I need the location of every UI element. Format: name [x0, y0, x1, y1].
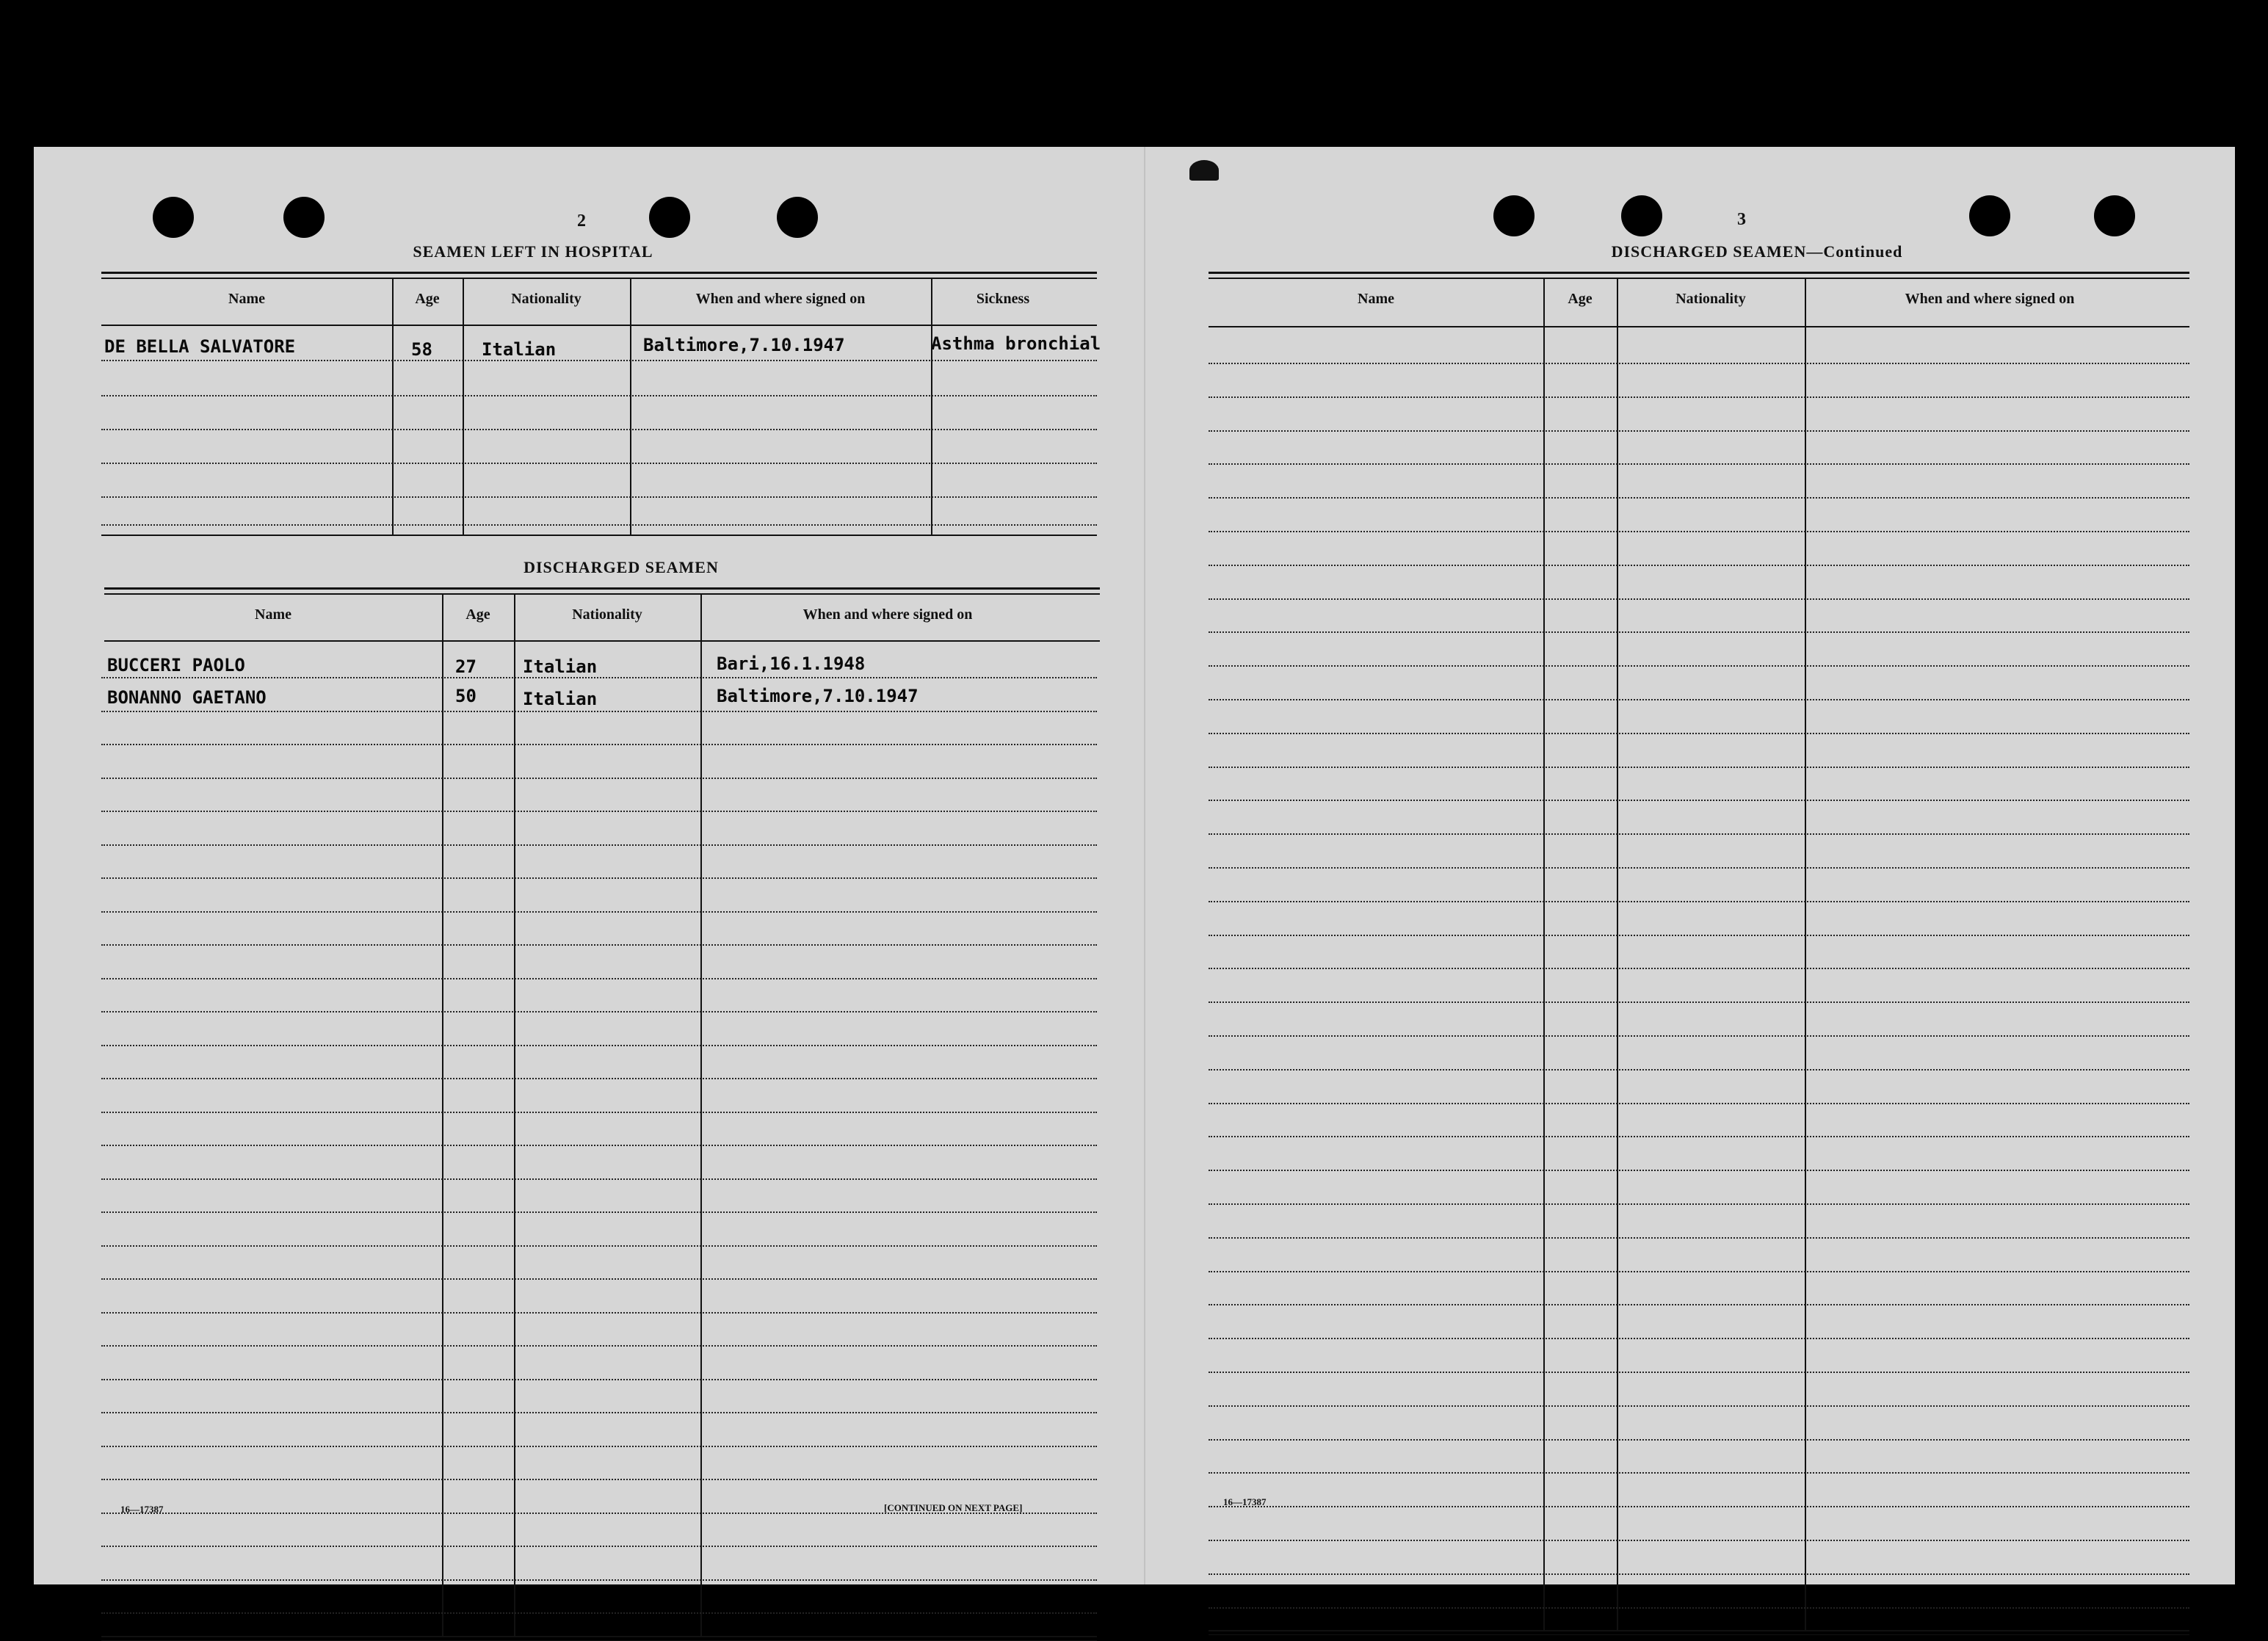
ruled-line — [1209, 565, 2189, 566]
table-top-rule — [101, 272, 1097, 274]
table-top-rule — [1209, 278, 2189, 279]
header-bottom-rule — [104, 640, 1100, 642]
ruled-line — [101, 911, 1097, 913]
header-bottom-rule — [1209, 326, 2189, 327]
ruled-line — [101, 1078, 1097, 1079]
ruled-line — [101, 978, 1097, 979]
col-header-name: Name — [228, 291, 265, 307]
col-header-nationality: Nationality — [572, 606, 642, 623]
ruled-line — [101, 1345, 1097, 1347]
ruled-line — [1209, 1540, 2189, 1541]
ruled-line — [1209, 1439, 2189, 1441]
ruled-line — [101, 1312, 1097, 1314]
left-page — [34, 147, 1144, 1584]
header-bottom-rule — [101, 325, 1097, 326]
table-bottom-rule — [101, 1636, 1097, 1637]
ruled-line — [1209, 1506, 2189, 1507]
ruled-line — [1209, 1304, 2189, 1305]
punch-hole — [1621, 195, 1662, 236]
ruled-line — [1209, 1001, 2189, 1003]
hospital-signed-on: Baltimore,7.10.1947 — [643, 335, 845, 355]
table-top-rule — [104, 593, 1100, 595]
ruled-line — [101, 1245, 1097, 1247]
ruled-line — [1209, 1338, 2189, 1339]
ruled-line — [1209, 867, 2189, 869]
ruled-line — [101, 1379, 1097, 1380]
col-header-age: Age — [415, 291, 440, 307]
discharged-age: 50 — [455, 686, 477, 706]
hospital-nationality: Italian — [482, 339, 557, 360]
table-bottom-rule — [101, 535, 1097, 536]
ruled-line — [1209, 1372, 2189, 1373]
discharged-name: BUCCERI PAOLO — [107, 655, 245, 675]
ruled-line — [1209, 396, 2189, 398]
ruled-line — [1209, 1203, 2189, 1205]
ruled-line — [101, 360, 1097, 361]
col-header-name: Name — [1358, 291, 1394, 307]
ruled-line — [101, 1479, 1097, 1480]
ruled-line — [1209, 598, 2189, 600]
punch-hole — [649, 197, 690, 238]
ruled-line — [101, 524, 1097, 526]
ruled-line — [1209, 1271, 2189, 1272]
punch-hole — [1493, 195, 1535, 236]
ruled-line — [1209, 1573, 2189, 1575]
discharged-nationality: Italian — [523, 656, 598, 677]
ruled-line — [101, 1546, 1097, 1547]
document-sheet — [34, 147, 2235, 1584]
ruled-line — [101, 711, 1097, 712]
ruled-line — [101, 778, 1097, 779]
ruled-line — [101, 744, 1097, 745]
ruled-line — [1209, 1035, 2189, 1037]
ruled-line — [1209, 1170, 2189, 1171]
form-number: 16—17387 — [120, 1504, 164, 1515]
form-number: 16—17387 — [1223, 1496, 1267, 1507]
discharged-age: 27 — [455, 656, 477, 677]
discharged-signed-on: Baltimore,7.10.1947 — [717, 686, 919, 706]
ruled-line — [101, 811, 1097, 812]
ruled-line — [1209, 767, 2189, 768]
punch-hole — [777, 197, 818, 238]
table-top-rule — [101, 278, 1097, 279]
discharged-name: BONANNO GAETANO — [107, 687, 267, 708]
col-header-signed-on: When and where signed on — [803, 606, 973, 623]
ruled-line — [1209, 1405, 2189, 1407]
ruled-line — [1209, 1136, 2189, 1137]
ruled-line — [1209, 1069, 2189, 1071]
ruled-line — [1209, 901, 2189, 902]
column-divider — [514, 595, 515, 1637]
hospital-section-title: SEAMEN LEFT IN HOSPITAL — [413, 242, 653, 261]
ruled-line — [101, 877, 1097, 879]
ruled-line — [1209, 833, 2189, 835]
ruled-line — [1209, 699, 2189, 700]
ruled-line — [1209, 1607, 2189, 1609]
col-header-signed-on: When and where signed on — [1905, 291, 2075, 307]
punch-hole — [2094, 195, 2135, 236]
col-header-name: Name — [255, 606, 291, 623]
ruled-line — [1209, 497, 2189, 499]
table-bottom-rule — [1209, 1634, 2189, 1635]
col-header-nationality: Nationality — [511, 291, 582, 307]
col-header-nationality: Nationality — [1675, 291, 1746, 307]
ruled-line — [1209, 1472, 2189, 1474]
ruled-line — [101, 429, 1097, 430]
table-top-rule — [104, 587, 1100, 590]
column-divider — [1543, 279, 1545, 1631]
hospital-name: DE BELLA SALVATORE — [104, 336, 296, 357]
col-header-age: Age — [465, 606, 490, 623]
ruled-line — [101, 844, 1097, 846]
ruled-line — [1209, 430, 2189, 432]
ruled-line — [1209, 631, 2189, 633]
col-header-age: Age — [1568, 291, 1593, 307]
ruled-line — [101, 944, 1097, 946]
column-divider — [1805, 279, 1806, 1631]
ruled-line — [101, 1145, 1097, 1146]
punch-hole — [153, 197, 194, 238]
ruled-line — [101, 1446, 1097, 1447]
discharged-nationality: Italian — [523, 689, 598, 709]
hospital-age: 58 — [411, 339, 432, 360]
page-number: 3 — [1737, 210, 1746, 229]
ruled-line — [1209, 463, 2189, 465]
ruled-line — [101, 1278, 1097, 1280]
corner-mark — [1189, 160, 1219, 181]
col-header-signed-on: When and where signed on — [695, 291, 866, 307]
ruled-line — [1209, 1103, 2189, 1104]
column-divider — [700, 595, 702, 1637]
hospital-sickness: Asthma bronchial — [931, 333, 1101, 354]
col-header-sickness: Sickness — [976, 291, 1030, 307]
ruled-line — [101, 677, 1097, 678]
ruled-line — [101, 1178, 1097, 1180]
ruled-line — [1209, 935, 2189, 936]
discharged-section-title: DISCHARGED SEAMEN — [523, 558, 719, 576]
ruled-line — [1209, 665, 2189, 667]
ruled-line — [1209, 531, 2189, 532]
discharged-signed-on: Bari,16.1.1948 — [717, 653, 866, 674]
punch-hole — [1969, 195, 2010, 236]
ruled-line — [101, 1045, 1097, 1046]
punch-hole — [283, 197, 325, 238]
continued-section-title: DISCHARGED SEAMEN—Continued — [1611, 242, 1903, 261]
ruled-line — [101, 1412, 1097, 1413]
right-page — [1144, 147, 2235, 1584]
column-divider — [1617, 279, 1618, 1631]
ruled-line — [1209, 1237, 2189, 1239]
table-top-rule — [1209, 272, 2189, 274]
ruled-line — [101, 1011, 1097, 1013]
ruled-line — [1209, 968, 2189, 969]
page-number: 2 — [577, 211, 586, 231]
ruled-line — [101, 463, 1097, 464]
ruled-line — [101, 1211, 1097, 1213]
ruled-line — [101, 1579, 1097, 1581]
continued-note: [CONTINUED ON NEXT PAGE] — [884, 1502, 1023, 1513]
ruled-line — [101, 395, 1097, 396]
ruled-line — [1209, 733, 2189, 734]
ruled-line — [1209, 800, 2189, 801]
ruled-line — [101, 496, 1097, 498]
table-bottom-rule — [1209, 1630, 2189, 1631]
ruled-line — [101, 1112, 1097, 1113]
ruled-line — [1209, 363, 2189, 364]
column-divider — [442, 595, 443, 1637]
